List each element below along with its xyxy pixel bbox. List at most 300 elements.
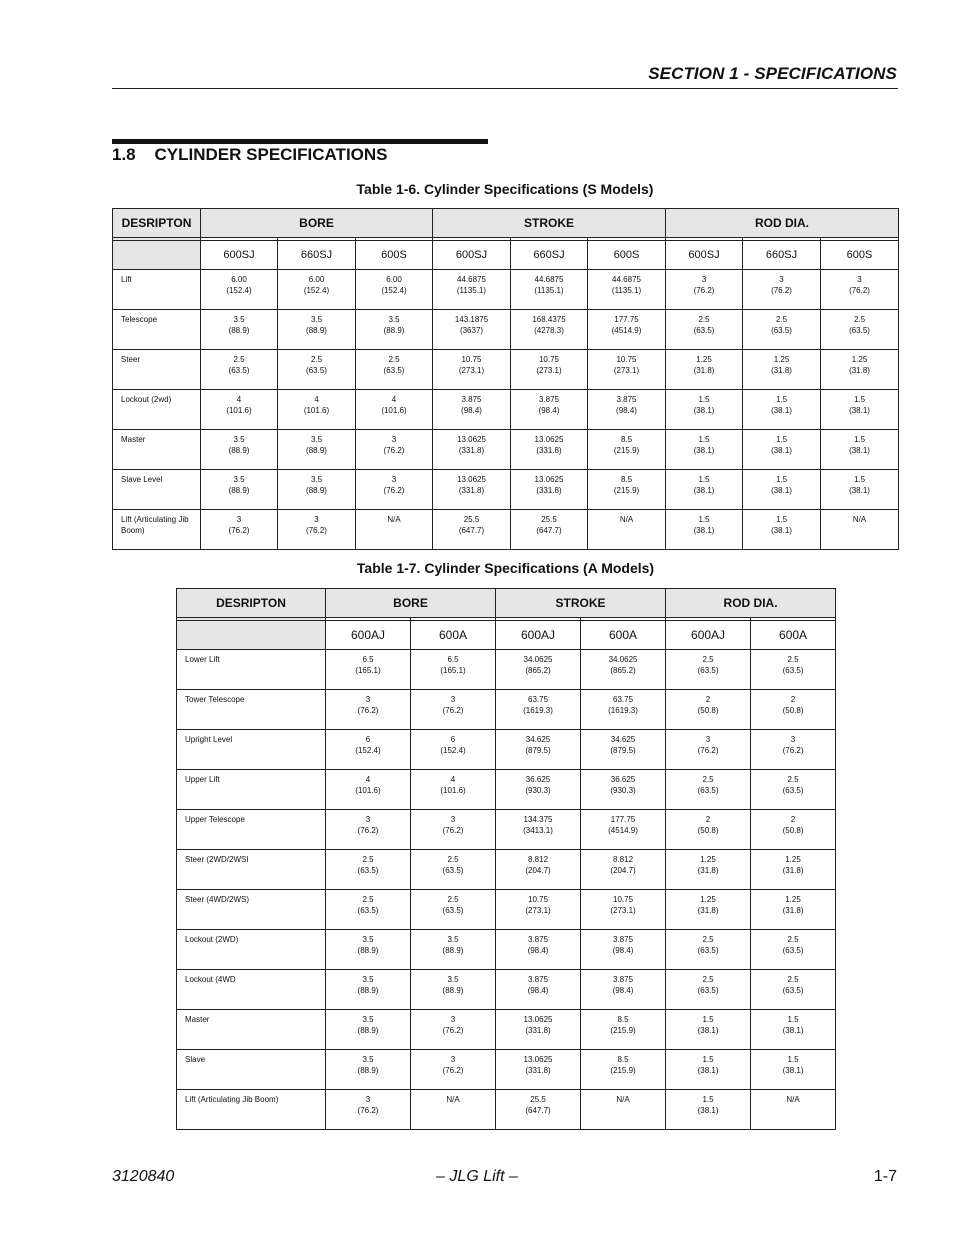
imperial-value: 2 — [790, 815, 796, 824]
value-cell — [496, 1050, 581, 1090]
value-cell — [411, 770, 496, 810]
table-row — [177, 930, 836, 970]
cylinder-specs-a-table — [176, 588, 836, 1130]
metric-value: (31.8) — [771, 366, 792, 375]
row-label: Lift — [113, 270, 201, 310]
imperial-value: 10.75 — [616, 355, 637, 364]
metric-value: (101.6) — [440, 786, 466, 795]
value-cell — [666, 810, 751, 850]
value-cell — [666, 770, 751, 810]
value-cell — [201, 510, 278, 550]
model-header: 600SJ — [433, 241, 511, 270]
value-cell — [581, 850, 666, 890]
metric-value: (647.7) — [525, 1106, 551, 1115]
metric-value: (98.4) — [612, 946, 634, 955]
imperial-value: 2 — [705, 815, 711, 824]
model-header: 600A — [411, 621, 496, 650]
metric-value: (88.9) — [357, 946, 379, 955]
value-cell — [511, 390, 588, 430]
value-cell — [496, 770, 581, 810]
value-cell — [433, 270, 511, 310]
row-label: Steer (2WD/2WSI — [177, 850, 326, 890]
imperial-value: 2.5 — [362, 895, 374, 904]
imperial-value: 3.5 — [447, 935, 459, 944]
metric-value: (63.5) — [693, 326, 715, 335]
value-cell — [581, 1090, 666, 1130]
imperial-value: 3 — [365, 815, 371, 824]
imperial-value: 3.875 — [616, 395, 637, 404]
imperial-value: 2.5 — [310, 355, 323, 364]
metric-value: (76.2) — [442, 826, 464, 835]
imperial-value: 2.5 — [702, 975, 714, 984]
model-header: 600SJ — [201, 241, 278, 270]
imperial-value: 4 — [236, 395, 242, 404]
value-cell — [581, 810, 666, 850]
value-cell — [433, 310, 511, 350]
imperial-value: 3 — [236, 515, 242, 524]
value-cell — [666, 730, 751, 770]
model-header: 660SJ — [278, 241, 356, 270]
imperial-value: 13.0625 — [534, 435, 564, 444]
table-row — [177, 890, 836, 930]
imperial-value: 36.625 — [525, 775, 551, 784]
imperial-value: 6 — [365, 735, 371, 744]
metric-value: (152.4) — [226, 286, 252, 295]
value-cell — [326, 1050, 411, 1090]
value-cell — [356, 510, 433, 550]
imperial-value: N/A — [616, 1095, 630, 1104]
metric-value: (273.1) — [536, 366, 562, 375]
metric-value: (273.1) — [613, 366, 640, 375]
imperial-value: 44.6875 — [457, 275, 486, 284]
imperial-value: 3 — [705, 735, 711, 744]
imperial-value: 2.5 — [787, 975, 799, 984]
metric-value: (88.9) — [306, 446, 327, 455]
value-cell — [411, 930, 496, 970]
imperial-value: 4 — [314, 395, 319, 404]
value-cell — [821, 270, 899, 310]
metric-value: (63.5) — [697, 986, 719, 995]
metric-value: (63.5) — [697, 666, 719, 675]
value-cell — [581, 970, 666, 1010]
imperial-value: 10.75 — [461, 355, 482, 364]
description-header: DESRIPTON — [113, 209, 201, 238]
value-cell — [581, 690, 666, 730]
table-row — [177, 770, 836, 810]
metric-value: (38.1) — [771, 406, 792, 415]
metric-value: (152.4) — [303, 286, 330, 295]
value-cell — [278, 270, 356, 310]
value-cell — [666, 970, 751, 1010]
imperial-value: 3.5 — [388, 315, 400, 324]
metric-value: (101.6) — [355, 786, 381, 795]
value-cell — [411, 1090, 496, 1130]
imperial-value: 1.5 — [702, 1015, 714, 1024]
imperial-value: 2.5 — [233, 355, 245, 364]
metric-value: (88.9) — [442, 946, 464, 955]
metric-value: (88.9) — [306, 486, 327, 495]
value-cell — [356, 390, 433, 430]
value-cell — [821, 430, 899, 470]
metric-value: (215.9) — [613, 486, 640, 495]
cylinder-specs-s-table — [112, 208, 899, 550]
description-header: DESRIPTON — [177, 589, 326, 618]
row-label: Tower Telescope — [177, 690, 326, 730]
value-cell — [581, 730, 666, 770]
page-number: 1-7 — [873, 1168, 897, 1185]
value-cell — [588, 390, 666, 430]
imperial-value: 3 — [314, 515, 319, 524]
imperial-value: 3.5 — [233, 435, 245, 444]
value-cell — [743, 470, 821, 510]
value-cell — [511, 350, 588, 390]
value-cell — [666, 390, 743, 430]
value-cell — [326, 650, 411, 690]
imperial-value: 1.5 — [775, 435, 788, 444]
model-header: 600S — [356, 241, 433, 270]
imperial-value: 134.375 — [523, 815, 553, 824]
value-cell — [666, 850, 751, 890]
value-cell — [581, 930, 666, 970]
imperial-value: 10.75 — [613, 895, 634, 904]
value-cell — [666, 470, 743, 510]
metric-value: (76.2) — [383, 446, 405, 455]
imperial-value: 8.5 — [620, 435, 633, 444]
metric-value: (63.5) — [357, 906, 379, 915]
imperial-value: 34.0625 — [608, 655, 638, 664]
imperial-value: 2.5 — [787, 655, 799, 664]
metric-value: (273.1) — [525, 906, 551, 915]
value-cell — [278, 310, 356, 350]
imperial-value: 1.25 — [696, 355, 712, 364]
value-cell — [356, 430, 433, 470]
model-header-blank — [177, 621, 326, 650]
metric-value: (273.1) — [458, 366, 485, 375]
imperial-value: 2.5 — [702, 775, 714, 784]
metric-value: (647.7) — [458, 526, 485, 535]
metric-value: (76.2) — [383, 486, 405, 495]
value-cell — [356, 350, 433, 390]
metric-value: (3637) — [459, 326, 484, 335]
value-cell — [433, 390, 511, 430]
value-cell — [326, 970, 411, 1010]
value-cell — [743, 510, 821, 550]
metric-value: (38.1) — [697, 1106, 719, 1115]
value-cell — [743, 430, 821, 470]
value-cell — [433, 470, 511, 510]
imperial-value: 1.5 — [853, 395, 866, 404]
value-cell — [666, 930, 751, 970]
imperial-value: 6.00 — [386, 275, 402, 284]
metric-value: (88.9) — [228, 326, 250, 335]
row-label: Lockout (2WD) — [177, 930, 326, 970]
metric-value: (76.2) — [442, 706, 464, 715]
metric-value: (88.9) — [228, 486, 250, 495]
imperial-value: 6.5 — [447, 655, 459, 664]
imperial-value: 34.625 — [610, 735, 636, 744]
value-cell — [356, 470, 433, 510]
metric-value: (88.9) — [383, 326, 405, 335]
value-cell — [496, 970, 581, 1010]
value-cell — [326, 930, 411, 970]
metric-value: (38.1) — [782, 1066, 804, 1075]
value-cell — [411, 1010, 496, 1050]
metric-value: (98.4) — [527, 986, 549, 995]
imperial-value: 8.5 — [617, 1055, 629, 1064]
row-label: Upper Telescope — [177, 810, 326, 850]
metric-value: (38.1) — [771, 446, 792, 455]
imperial-value: 3.875 — [461, 395, 482, 404]
imperial-value: 63.75 — [613, 695, 634, 704]
value-cell — [411, 890, 496, 930]
value-cell — [511, 270, 588, 310]
imperial-value: 3.5 — [362, 1015, 374, 1024]
metric-value: (38.1) — [771, 486, 792, 495]
imperial-value: 1.5 — [787, 1015, 799, 1024]
metric-value: (88.9) — [357, 1066, 379, 1075]
section-title: 1.8 CYLINDER SPECIFICATIONS — [112, 145, 388, 164]
metric-value: (63.5) — [782, 666, 804, 675]
imperial-value: 1.5 — [702, 1095, 714, 1104]
row-label: Master — [113, 430, 201, 470]
value-cell — [666, 510, 743, 550]
imperial-value: 3 — [790, 735, 796, 744]
imperial-value: 2.5 — [775, 315, 788, 324]
value-cell — [496, 850, 581, 890]
metric-value: (76.2) — [849, 286, 870, 295]
imperial-value: 3.5 — [310, 475, 323, 484]
imperial-value: 44.6875 — [534, 275, 564, 284]
imperial-value: 6.5 — [362, 655, 374, 664]
metric-value: (152.4) — [355, 746, 381, 755]
value-cell — [751, 970, 836, 1010]
imperial-value: 13.0625 — [523, 1015, 553, 1024]
metric-value: (31.8) — [782, 866, 804, 875]
metric-value: (165.1) — [355, 666, 381, 675]
model-header: 600S — [588, 241, 666, 270]
imperial-value: 3 — [391, 435, 397, 444]
value-cell — [411, 850, 496, 890]
value-cell — [496, 1090, 581, 1130]
metric-value: (98.4) — [527, 946, 549, 955]
metric-value: (63.5) — [697, 786, 719, 795]
model-header: 600AJ — [326, 621, 411, 650]
value-cell — [588, 510, 666, 550]
section-header: SECTION 1 - SPECIFICATIONS — [648, 64, 897, 83]
row-label: Master — [177, 1010, 326, 1050]
stroke-header: STROKE — [433, 209, 666, 238]
row-label: Lockout (2wd) — [113, 390, 201, 430]
imperial-value: 6.00 — [308, 275, 325, 284]
metric-value: (38.1) — [849, 406, 870, 415]
value-cell — [326, 1010, 411, 1050]
imperial-value: 1.25 — [851, 355, 868, 364]
imperial-value: 2.5 — [447, 895, 459, 904]
imperial-value: 1.25 — [700, 895, 716, 904]
metric-value: (331.8) — [536, 486, 562, 495]
value-cell — [496, 810, 581, 850]
imperial-value: 1.5 — [853, 475, 866, 484]
metric-value: (152.4) — [381, 286, 407, 295]
imperial-value: 3.875 — [528, 975, 549, 984]
value-cell — [496, 690, 581, 730]
imperial-value: 2.5 — [388, 355, 400, 364]
value-cell — [588, 310, 666, 350]
metric-value: (4514.9) — [611, 326, 642, 335]
imperial-value: 3.5 — [362, 935, 374, 944]
document-number: 3120840 — [112, 1168, 175, 1185]
metric-value: (152.4) — [440, 746, 466, 755]
stroke-header: STROKE — [496, 589, 666, 618]
imperial-value: 8.5 — [620, 475, 633, 484]
metric-value: (76.2) — [357, 706, 379, 715]
value-cell — [511, 430, 588, 470]
metric-value: (1135.1) — [456, 286, 487, 295]
imperial-value: 1.5 — [698, 395, 710, 404]
table-row — [113, 390, 899, 430]
table-row — [113, 310, 899, 350]
metric-value: (88.9) — [306, 326, 327, 335]
value-cell — [511, 310, 588, 350]
value-cell — [496, 930, 581, 970]
value-cell — [356, 270, 433, 310]
metric-value: (215.9) — [610, 1066, 636, 1075]
imperial-value: 2.5 — [702, 935, 714, 944]
metric-value: (98.4) — [461, 406, 482, 415]
value-cell — [666, 1010, 751, 1050]
value-cell — [751, 890, 836, 930]
metric-value: (63.5) — [782, 946, 804, 955]
imperial-value: 8.5 — [617, 1015, 629, 1024]
metric-value: (76.2) — [306, 526, 327, 535]
imperial-value: 1.5 — [698, 435, 710, 444]
metric-value: (331.8) — [458, 486, 485, 495]
metric-value: (101.6) — [303, 406, 330, 415]
value-cell — [326, 890, 411, 930]
model-header: 660SJ — [511, 241, 588, 270]
model-header-blank — [113, 241, 201, 270]
imperial-value: N/A — [852, 515, 867, 524]
value-cell — [326, 1090, 411, 1130]
metric-value: (331.8) — [525, 1026, 551, 1035]
value-cell — [496, 730, 581, 770]
imperial-value: 34.0625 — [523, 655, 553, 664]
value-cell — [581, 650, 666, 690]
rod-dia-header: ROD DIA. — [666, 209, 899, 238]
value-cell — [201, 310, 278, 350]
value-cell — [278, 390, 356, 430]
value-cell — [201, 390, 278, 430]
value-cell — [326, 850, 411, 890]
imperial-value: 3 — [857, 275, 862, 284]
metric-value: (50.8) — [782, 706, 804, 715]
imperial-value: 3 — [365, 1095, 371, 1104]
table-row — [177, 690, 836, 730]
metric-value: (1135.1) — [534, 286, 564, 295]
imperial-value: 2.5 — [698, 315, 710, 324]
value-cell — [581, 770, 666, 810]
metric-value: (215.9) — [613, 446, 640, 455]
value-cell — [433, 350, 511, 390]
imperial-value: 2.5 — [787, 935, 799, 944]
footer-brand: – JLG Lift – — [436, 1168, 518, 1185]
imperial-value: 13.0625 — [457, 435, 486, 444]
metric-value: (38.1) — [782, 1026, 804, 1035]
metric-value: (101.6) — [381, 406, 407, 415]
model-header: 600AJ — [496, 621, 581, 650]
value-cell — [751, 850, 836, 890]
imperial-value: 3 — [450, 695, 456, 704]
value-cell — [666, 650, 751, 690]
table-row — [177, 1090, 836, 1130]
value-cell — [278, 470, 356, 510]
metric-value: (38.1) — [693, 446, 715, 455]
imperial-value: 3.5 — [310, 315, 323, 324]
imperial-value: 1.5 — [698, 475, 710, 484]
metric-value: (38.1) — [697, 1026, 719, 1035]
imperial-value: 1.5 — [702, 1055, 714, 1064]
row-label: Lift (Articulating Jib Boom) — [113, 510, 201, 550]
metric-value: (3413.1) — [523, 826, 553, 835]
value-cell — [666, 890, 751, 930]
imperial-value: 3 — [365, 695, 371, 704]
metric-value: (50.8) — [697, 826, 719, 835]
table-row — [113, 270, 899, 310]
metric-value: (4278.3) — [534, 326, 564, 335]
table-row — [177, 810, 836, 850]
imperial-value: 2.5 — [702, 655, 714, 664]
imperial-value: 63.75 — [528, 695, 549, 704]
metric-value: (865.2) — [525, 666, 551, 675]
imperial-value: 3.5 — [362, 1055, 374, 1064]
metric-value: (88.9) — [357, 1026, 379, 1035]
metric-value: (88.9) — [228, 446, 250, 455]
imperial-value: 3.5 — [310, 435, 323, 444]
metric-value: (63.5) — [357, 866, 379, 875]
imperial-value: N/A — [446, 1095, 460, 1104]
metric-value: (50.8) — [782, 826, 804, 835]
metric-value: (98.4) — [612, 986, 634, 995]
table-row — [177, 1010, 836, 1050]
metric-value: (76.2) — [442, 1066, 464, 1075]
imperial-value: 3.875 — [538, 395, 560, 404]
table-row — [177, 970, 836, 1010]
value-cell — [581, 1050, 666, 1090]
metric-value: (98.4) — [616, 406, 637, 415]
metric-value: (31.8) — [849, 366, 870, 375]
imperial-value: 6 — [450, 735, 456, 744]
metric-value: (215.9) — [610, 1026, 636, 1035]
bore-header: BORE — [201, 209, 433, 238]
model-header: 600AJ — [666, 621, 751, 650]
value-cell — [581, 1010, 666, 1050]
metric-value: (38.1) — [693, 486, 715, 495]
metric-value: (4514.9) — [608, 826, 638, 835]
value-cell — [743, 310, 821, 350]
value-cell — [411, 650, 496, 690]
imperial-value: 3.875 — [613, 975, 634, 984]
row-label: Telescope — [113, 310, 201, 350]
row-label: Lockout (4WD — [177, 970, 326, 1010]
value-cell — [326, 770, 411, 810]
value-cell — [666, 1050, 751, 1090]
value-cell — [821, 350, 899, 390]
value-cell — [511, 510, 588, 550]
table-row — [113, 510, 899, 550]
imperial-value: 2.5 — [362, 855, 374, 864]
metric-value: (38.1) — [849, 486, 870, 495]
metric-value: (38.1) — [697, 1066, 719, 1075]
